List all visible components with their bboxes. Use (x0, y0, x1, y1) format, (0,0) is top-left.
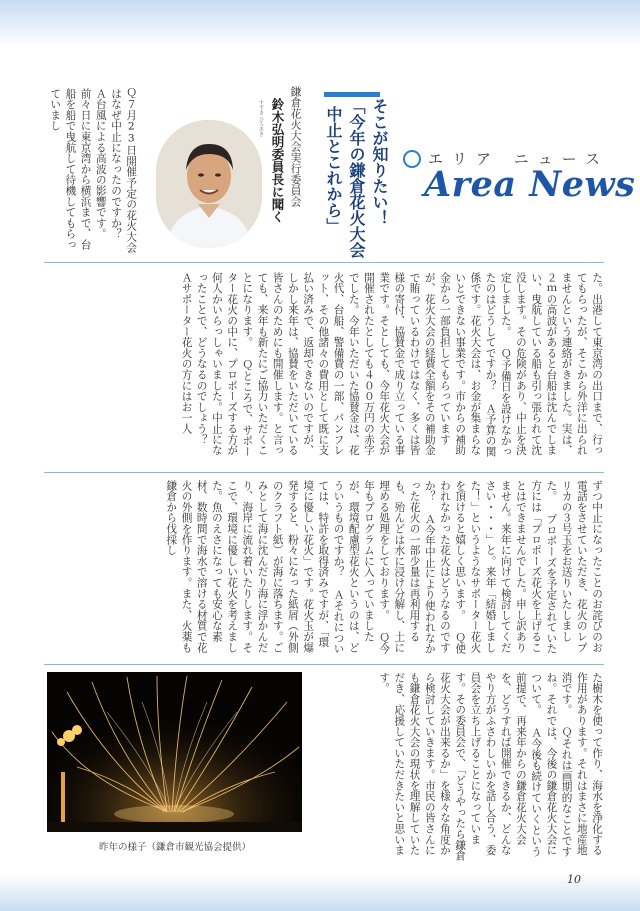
area-news-bullet-icon (403, 150, 421, 168)
fireworks-photo (47, 672, 302, 832)
interviewee-reading: すずき ひろあき (258, 100, 264, 137)
section-divider-top (44, 262, 604, 263)
page-number: 10 (567, 873, 581, 886)
area-news-logo: Area News (424, 164, 636, 205)
organizer-name: 鎌倉花火大会実行委員会 (289, 86, 302, 207)
section-divider-middle (44, 472, 604, 473)
interviewee-portrait (156, 120, 262, 248)
area-news-label-jp: エリア ニュース (428, 150, 610, 168)
body-column-3: た樹木を使って作り、海水を浄化する作用があります。それはまさに地産地消です。 Ｑそれは画期的なことですね。それでは、今後の鎌倉花火大会について。 Ａ今後も続けていくという前提で、再来年からの鎌倉花火大会を、どうすれば開催できるか、どんなやり方がふさわしいかを話し合う、委員会を立ち上げることになっています。その委員会で、「どうやったら鎌倉花火大会が出来るか」を様々な角度から検討していきます。市民の皆さんにも鎌倉花火大会の現状を理解していただき、応援していただきたいと思います。 (378, 672, 603, 862)
interviewee-name: 鈴木弘明委員長に聞く (270, 98, 285, 223)
article-title-line2: 「今年の鎌倉花火大会 (347, 98, 366, 258)
title-accent-bar (324, 92, 380, 97)
article-title-line1: そこが知りたい！ (370, 98, 389, 226)
section-divider-bottom (44, 664, 604, 665)
photo-caption: 昨年の様子（鎌倉市観光協会提供） (98, 842, 251, 853)
body-column-1: た。出港して東京湾の出口まで、行ってもらったが、そこから外洋に出られませんという連絡がきました。実は、２ｍの高波があると台船は沈んでしまい、曳航している船も引っ張られて沈没します。その危険があり、中止を決定しました。 Ｑ予備日を設けなかったのはどうしてですか？ Ａ予算の関係です。花火大会は、お金が集まらないとできない事業です。市からの補助金から一部負担してもらっていますが、花火大会の経費全額をその補助金で賄っているわけではなく、多くは皆様の寄付、協賛金で成り立っている事業です。そとしても、今年花火大会が開催されたとしても４００万円の赤字でした。今年いただいた協賛金は、花火代、台船、警備費の一部、パンフレット、その他諸々の費用として既に支払い済みで、返却できないのですが、しかし来年は、協賛をいただいている皆さんのためにも開催します。と言っても、来年も新たにご協力いただくことになります。 Ｑところで、サポーター花火の中に、プロポーズする方が何人かいらっしゃいました。中止になったことで、どうなるのでしょう？ Ａサポーター花火の方にはお一人 (180, 272, 603, 457)
bottom-gradient-band (0, 874, 640, 911)
body-column-2: ずつ中止になったことのお詫びのお電話をさせていただき、花火のレプリカの３号玉をお送りいたしました。 プロポーズを予定されていた方には「プロポーズ花火を上げることはできませんでした。申し訳ありません。来年に向けて検討してください・・・」と。来年「結婚しました！」というようなサポーター花火を頂けると嬉しく思います。 Ｑ使われなかった花火はどうなるのですか？ Ａ今年中止により使われなかった花火の一部少量は再利用するも、殆んどは水に浸け分解し、土に埋める処理をしております。 Ｑ今年もプログラムに入っていましたが、環境配慮型花火というのは、どういうものですか？ Ａそれについては、特許を取得済みですが、「環境に優しい花火」です。花火玉が爆発すると、粉々になった紙屑（外側のクラフト紙）が海に落ちます。ごみとして海に沈んだり海に浮かんだり、海岸に流れ着いたりします。そこで、環境に優しい花火を考えました。魚のえさになっても安心な素材、数時間で海水で溶ける材質で花火の外側を作ります。また、火薬も鎌倉から伐採し (165, 480, 603, 655)
article-title-line3: 中止とこれから」 (324, 106, 343, 234)
top-gradient-band (0, 0, 640, 46)
intro-qa-column: Ｑ７月23日開催予定の花火大会はなぜ中止になったのですか？ Ａ台風による高波の影響です。前々日に東京湾から横浜まで、台船を船で曳航して待機してもらっていまし (49, 88, 138, 253)
